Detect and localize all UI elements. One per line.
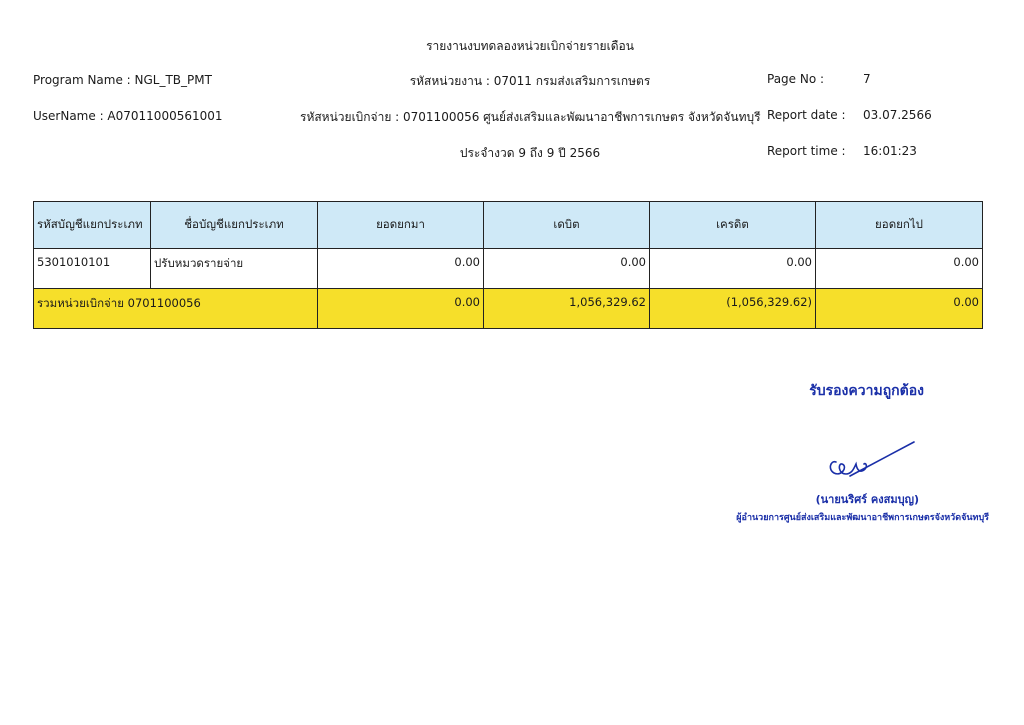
cell-account-code: 5301010101 [34, 249, 151, 289]
page-no-value: 7 [863, 72, 871, 86]
certify-text: รับรองความถูกต้อง [809, 383, 924, 399]
report-title: รายงานงบทดลองหน่วยเบิกจ่ายรายเดือน [426, 39, 634, 53]
cell-account-name: ปรับหมวดรายจ่าย [151, 249, 318, 289]
total-credit: (1,056,329.62) [650, 289, 816, 329]
cell-debit: 0.00 [484, 249, 650, 289]
page-no-label: Page No : [767, 72, 825, 86]
total-opening-balance: 0.00 [318, 289, 484, 329]
report-time-value: 16:01:23 [863, 144, 917, 158]
signatory-position: ผู้อำนวยการศูนย์ส่งเสริมและพัฒนาอาชีพการเกษตรจังหวัดจันทบุรี [736, 513, 989, 523]
period-line: ประจำงวด 9 ถึง 9 ปี 2566 [459, 146, 601, 160]
header-opening-balance: ยอดยกมา [318, 202, 484, 249]
header-debit: เดบิต [484, 202, 650, 249]
total-closing-balance: 0.00 [816, 289, 983, 329]
disbursement-unit-line: รหัสหน่วยเบิกจ่าย : 0701100056 ศูนย์ส่งเสริมและพัฒนาอาชีพการเกษตร จังหวัดจันทบุรี [300, 110, 761, 124]
header-account-code: รหัสบัญชีแยกประเภท [34, 202, 151, 249]
cell-credit: 0.00 [650, 249, 816, 289]
total-row [34, 289, 983, 329]
signatory-name: (นายนริศร์ คงสมบุญ) [815, 493, 919, 506]
table-row [34, 249, 983, 289]
cell-opening-balance: 0.00 [318, 249, 484, 289]
program-name: Program Name : NGL_TB_PMT [33, 73, 212, 87]
header-credit: เครดิต [650, 202, 816, 249]
report-date-label: Report date : [767, 108, 846, 122]
header-closing-balance: ยอดยกไป [816, 202, 983, 249]
handwritten-signature [820, 440, 920, 486]
header-account-name: ชื่อบัญชีแยกประเภท [151, 202, 318, 249]
trial-balance-table [33, 201, 983, 329]
total-label: รวมหน่วยเบิกจ่าย 0701100056 [34, 289, 318, 329]
cell-closing-balance: 0.00 [816, 249, 983, 289]
report-date-value: 03.07.2566 [863, 108, 932, 122]
report-time-label: Report time : [767, 144, 846, 158]
table-header-row [34, 202, 983, 249]
total-debit: 1,056,329.62 [484, 289, 650, 329]
agency-line: รหัสหน่วยงาน : 07011 กรมส่งเสริมการเกษตร [409, 74, 651, 88]
user-name: UserName : A07011000561001 [33, 109, 223, 123]
